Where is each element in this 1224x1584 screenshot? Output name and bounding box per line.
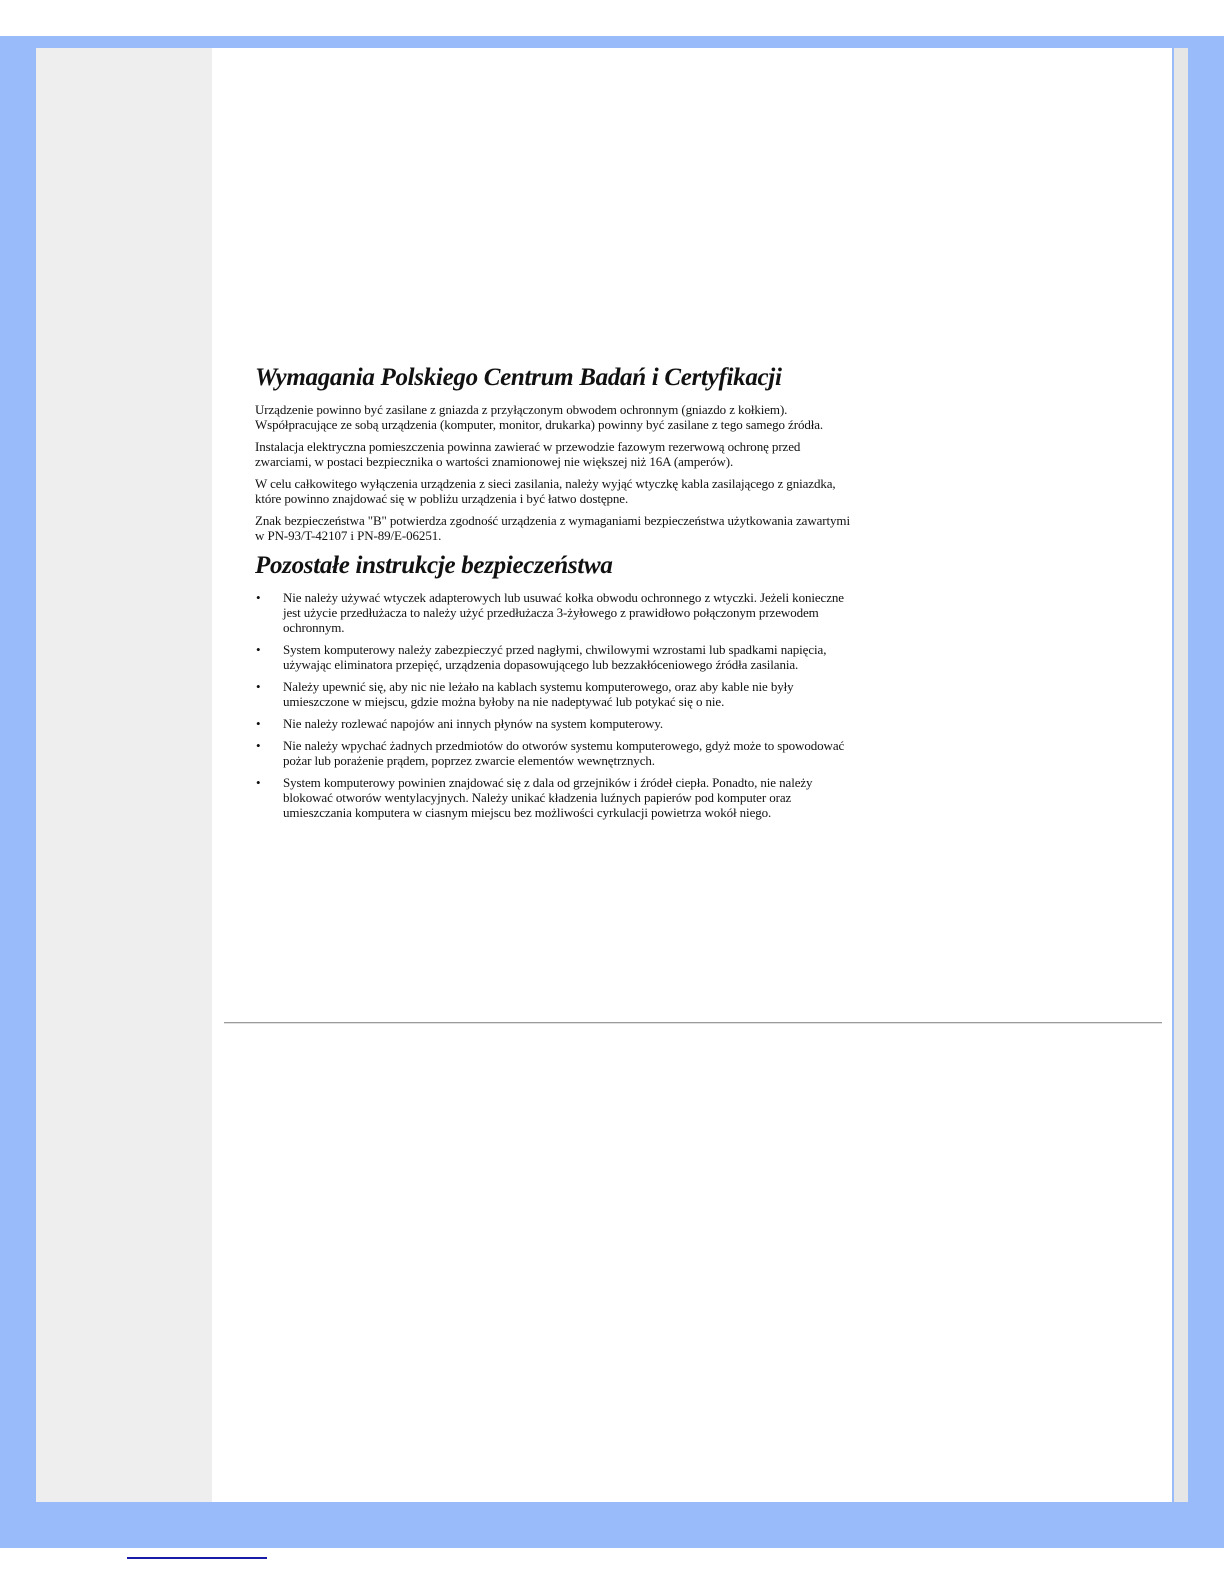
list-item-text: System komputerowy należy zabezpieczyć przed nagłymi, chwilowymi wzrostami lub spadkami napięcia, używając eliminatora przepięć, urządzenia dopasowującego lub bezzakłóceniowego źródła zasilania. — [283, 642, 827, 672]
link-underline[interactable] — [127, 1557, 267, 1559]
list-item — [255, 775, 855, 820]
section-title-certification: Wymagania Polskiego Centrum Badań i Certyfikacji — [255, 364, 782, 391]
list-item-text: Nie należy rozlewać napojów ani innych płynów na system komputerowy. — [283, 716, 664, 731]
bullet-icon: • — [256, 642, 261, 657]
list-item — [255, 738, 855, 768]
list-item-text: Nie należy wpychać żadnych przedmiotów do otworów systemu komputerowego, gdyż może to spowodować pożar lub porażenie prądem, poprzez zwarcie elementów wewnętrznych. — [283, 738, 845, 768]
document-body — [255, 362, 855, 827]
safety-instructions-list — [255, 590, 855, 820]
list-item — [255, 590, 855, 635]
left-sidebar — [36, 48, 212, 1502]
list-item-text: Należy upewnić się, aby nic nie leżało na kablach systemu komputerowego, oraz aby kable nie były umieszczone w miejscu, gdzie można byłoby na nie nadeptywać lub potykać się o nie. — [283, 679, 794, 709]
horizontal-divider — [224, 1022, 1162, 1024]
list-item — [255, 679, 855, 709]
bullet-icon: • — [256, 679, 261, 694]
paragraph: Urządzenie powinno być zasilane z gniazda z przyłączonym obwodem ochronnym (gniazdo z kołkiem). Współpracujące ze sobą urządzenia (komputer, monitor, drukarka) powinny być zasilane z tego samego źródła. — [255, 402, 824, 432]
bullet-icon: • — [256, 775, 261, 790]
list-item — [255, 716, 855, 731]
bullet-icon: • — [256, 738, 261, 753]
list-item-text: System komputerowy powinien znajdować się z dala od grzejników i źródeł ciepła. Ponadto, nie należy blokować otworów wentylacyjnych. Należy unikać kładzenia luźnych papierów pod komputer oraz umieszczania komputera w ciasnym miejscu bez możliwości cyrkulacji powietrza wokół niego. — [283, 775, 813, 820]
section-title-safety-instructions: Pozostałe instrukcje bezpieczeństwa — [255, 552, 613, 579]
bullet-icon: • — [256, 716, 261, 731]
list-item — [255, 642, 855, 672]
list-item-text: Nie należy używać wtyczek adapterowych lub usuwać kołka obwodu ochronnego z wtyczki. Jeżeli konieczne jest użycie przedłużacza to należy użyć przedłużacza 3-żyłowego z prawidłowo połączonym przewodem ochronnym. — [283, 590, 844, 635]
bullet-icon: • — [256, 590, 261, 605]
paragraph: Znak bezpieczeństwa "B" potwierdza zgodność urządzenia z wymaganiami bezpieczeństwa użytkowania zawartymi w PN-93/T-42107 i PN-89/E-06251. — [255, 513, 850, 543]
paragraph: W celu całkowitego wyłączenia urządzenia z sieci zasilania, należy wyjąć wtyczkę kabla zasilającego z gniazdka, które powinno znajdować się w pobliżu urządzenia i być łatwo dostępne. — [255, 476, 836, 506]
scrollbar-track[interactable] — [1174, 48, 1188, 1502]
paragraph: Instalacja elektryczna pomieszczenia powinna zawierać w przewodzie fazowym rezerwową ochronę przed zwarciami, w postaci bezpiecznika o wartości znamionowej nie większej niż 16A (amperów). — [255, 439, 801, 469]
